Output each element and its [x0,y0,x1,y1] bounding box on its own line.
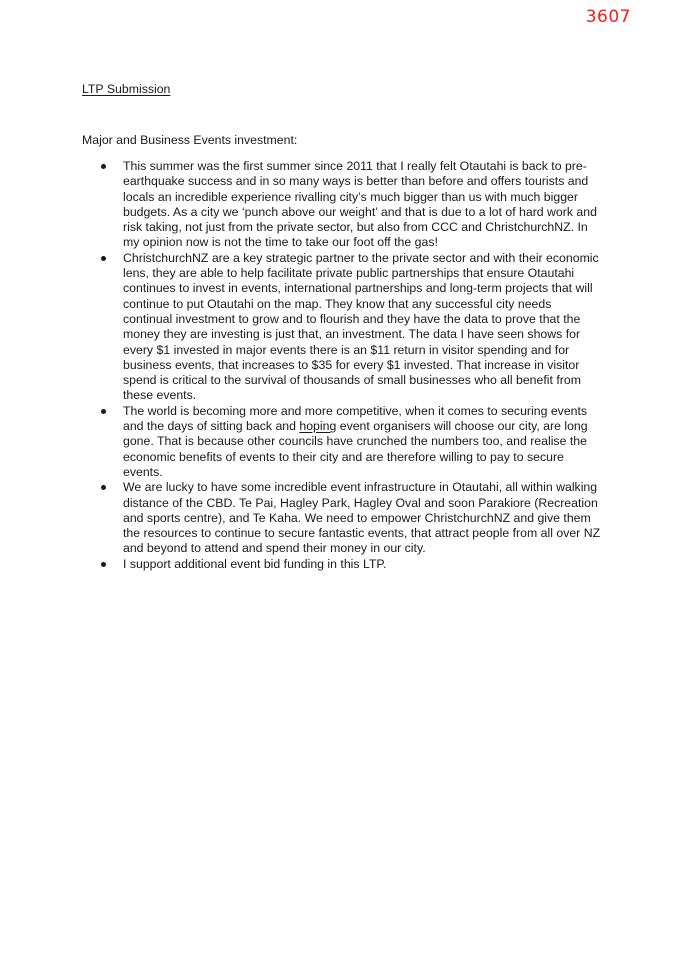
bullet-icon [101,562,106,567]
list-item-text: We are lucky to have some incredible event infrastructure in Otautahi, all within walking distance of the CBD. Te Pai, Hagley Park, Hagley Oval and soon Parakiore (Recreation and sports centre), and Te Kaha. We need to empower ChristchurchNZ and give them the resources to continue to secure fantastic events, that attract people from all over NZ and beyond to attend and spend their money in our city. [123,480,601,556]
list-item-text: This summer was the first summer since 2011 that I really felt Otautahi is back to pre-earthquake success and in so many ways is better than before and offers tourists and locals an incredible experience rivalling city’s much bigger than us with much bigger budgets. As a city we ‘punch above our weight’ and that is due to a lot of hard work and risk taking, not just from the private sector, but also from CCC and ChristchurchNZ. In my opinion now is not the time to take our foot off the gas! [123,159,597,250]
bullet-list [82,159,602,572]
section-heading: Major and Business Events investment: [82,133,298,147]
list-item [82,251,602,404]
list-item [82,480,602,556]
list-item [82,404,602,480]
bullet-icon [101,164,106,169]
bullet-icon [101,256,106,261]
list-item-text-start: The world is becoming more and more competitive, when it comes to securing events and the days of sitting back and [123,403,588,434]
list-item-text: I support additional event bid funding in this LTP. [123,556,387,571]
bullet-icon [101,485,106,490]
underlined-word: hoping [299,419,337,434]
list-item-text: ChristchurchNZ are a key strategic partner to the private sector and with their economic lens, they are able to help facilitate private public partnerships that ensure Otautahi continues to invest in events, international partnerships and long-term projects that will continue to put Otautahi on the map. They know that any successful city needs continual investment to grow and to flourish and they have the data to prove that the money they are investing is just that, an investment. The data I have seen shows for every $1 invested in major events there is an $11 return in visitor spending and for business events, that increases to $35 for every $1 invested. That increase in visitor spend is critical to the survival of thousands of small businesses who all benefit from these events. [123,250,599,403]
bullet-icon [101,409,106,414]
list-item-text-end: event organisers will choose our city, are long gone. That is because other councils have crunched the numbers too, and realise the economic benefits of events to their city and are therefore willing to pay to secure events. [123,419,588,479]
document-title: LTP Submission [82,82,171,96]
list-item [82,557,602,572]
list-item [82,159,602,251]
page-number: 3607 [585,7,631,27]
